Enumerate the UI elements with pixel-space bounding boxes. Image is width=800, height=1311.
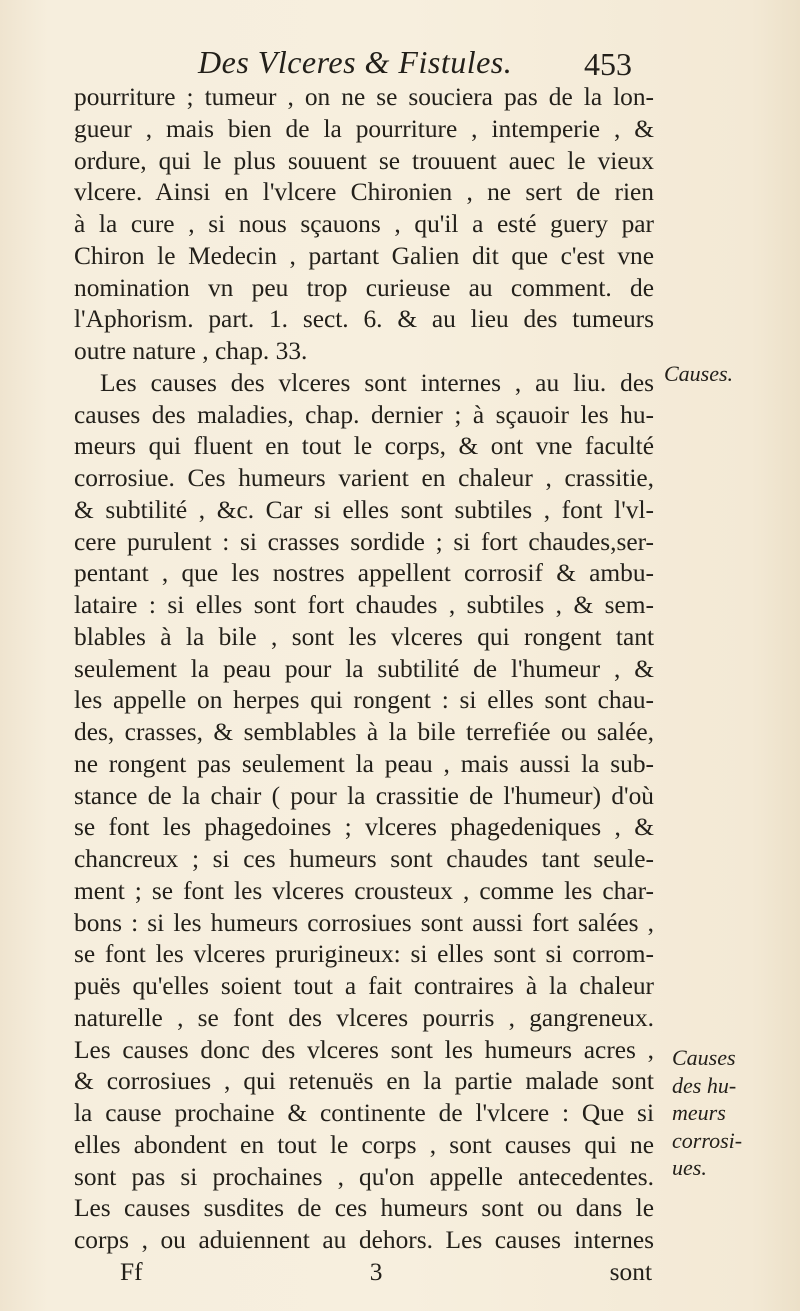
text-line: lataire : si elles sont fort chaudes , subtiles , & sem- (74, 591, 654, 619)
text-line: pourriture ; tumeur , on ne se souciera pas de la lon- (74, 83, 654, 111)
text-line: blables à la bile , sont les vlceres qui rongent tant (74, 622, 654, 651)
text-line: & corrosiues , qui retenuës en la partie malade sont (74, 1067, 654, 1096)
text-line: Chiron le Medecin , partant Galien dit que c'est vne (74, 241, 654, 270)
margin-note-line: meurs (672, 1100, 726, 1125)
margin-note-line: ues. (672, 1155, 707, 1180)
text-line: seulement la peau pour la subtilité de l'humeur , & (74, 654, 654, 683)
margin-note-line: Causes (672, 1045, 736, 1070)
signature-catchword-line: Ff 3 sont (120, 1257, 652, 1286)
text-line: sont pas si prochaines , qu'on appelle antecedentes. (74, 1162, 654, 1191)
text-line: ment ; se font les vlceres crousteux , comme les char- (74, 876, 654, 905)
text-line: bons : si les humeurs corrosiues sont aussi fort salées , (74, 908, 654, 937)
text-line: ne rongent pas seulement la peau , mais aussi la sub- (74, 749, 654, 778)
page-number: 453 (584, 46, 632, 82)
text-line: outre nature , chap. 33. (74, 337, 308, 365)
text-line: les appelle on herpes qui rongent : si elles sont chau- (74, 686, 654, 715)
text-line: Les causes des vlceres sont internes , au liu. des (100, 368, 654, 397)
text-line: se font les vlceres prurigineux: si elles sont si corrom- (74, 940, 654, 969)
text-line: & subtilité , &c. Car si elles sont subtiles , font l'vl- (74, 495, 654, 524)
margin-note-causes-humeurs (672, 1044, 742, 1182)
margin-note-line: corrosi- (672, 1127, 743, 1153)
text-line: corrosiue. Ces humeurs varient en chaleur , crassitie, (74, 464, 654, 492)
text-line: meurs qui fluent en tout le corps, & ont vne faculté (74, 432, 654, 461)
text-line: se font les phagedoines ; vlceres phagedeniques , & (74, 813, 654, 842)
margin-note-causes: Causes. (664, 361, 734, 386)
text-line: l'Aphorism. part. 1. sect. 6. & au lieu des tumeurs (74, 305, 654, 334)
margin-note-line: des hu- (672, 1072, 737, 1098)
text-line: corps , ou aduiennent au dehors. Les causes internes (74, 1226, 654, 1254)
text-line: cere purulent : si crasses sordide ; si fort chaudes,ser- (74, 527, 654, 556)
text-line: elles abondent en tout le corps , sont causes qui ne (74, 1130, 654, 1159)
text-line: causes des maladies, chap. dernier ; à sçauoir les hu- (74, 400, 654, 429)
text-line: à la cure , si nous sçauons , qu'il a esté guery par (74, 210, 654, 238)
text-line: nomination vn peu trop curieuse au comment. de (74, 273, 654, 302)
running-title: Des Vlceres & Fistules. (198, 44, 513, 80)
page-header (0, 44, 800, 84)
text-line: des, crasses, & semblables à la bile terrefiée ou salée, (74, 718, 654, 746)
text-line: vlcere. Ainsi en l'vlcere Chironien , ne sert de rien (74, 178, 654, 207)
text-line: Les causes susdites de ces humeurs sont ou dans le (74, 1194, 654, 1223)
text-line: naturelle , se font des vlceres pourris , gangreneux. (74, 1003, 654, 1032)
text-line: la cause prochaine & continente de l'vlcere : Que si (74, 1099, 654, 1127)
text-line: puës qu'elles soient tout a fait contraires à la chaleur (74, 972, 654, 1000)
body-text (74, 82, 654, 1289)
text-line: chancreux ; si ces humeurs sont chaudes tant seule- (74, 845, 654, 873)
text-line: stance de la chair ( pour la crassitie de l'humeur) d'où (74, 781, 654, 810)
text-line: gueur , mais bien de la pourriture , intemperie , & (74, 114, 654, 143)
text-line: pentant , que les nostres appellent corrosif & ambu- (74, 559, 654, 588)
text-line: Les causes donc des vlceres sont les humeurs acres , (74, 1035, 654, 1064)
text-line: ordure, qui le plus souuent se trouuent auec le vieux (74, 146, 654, 175)
